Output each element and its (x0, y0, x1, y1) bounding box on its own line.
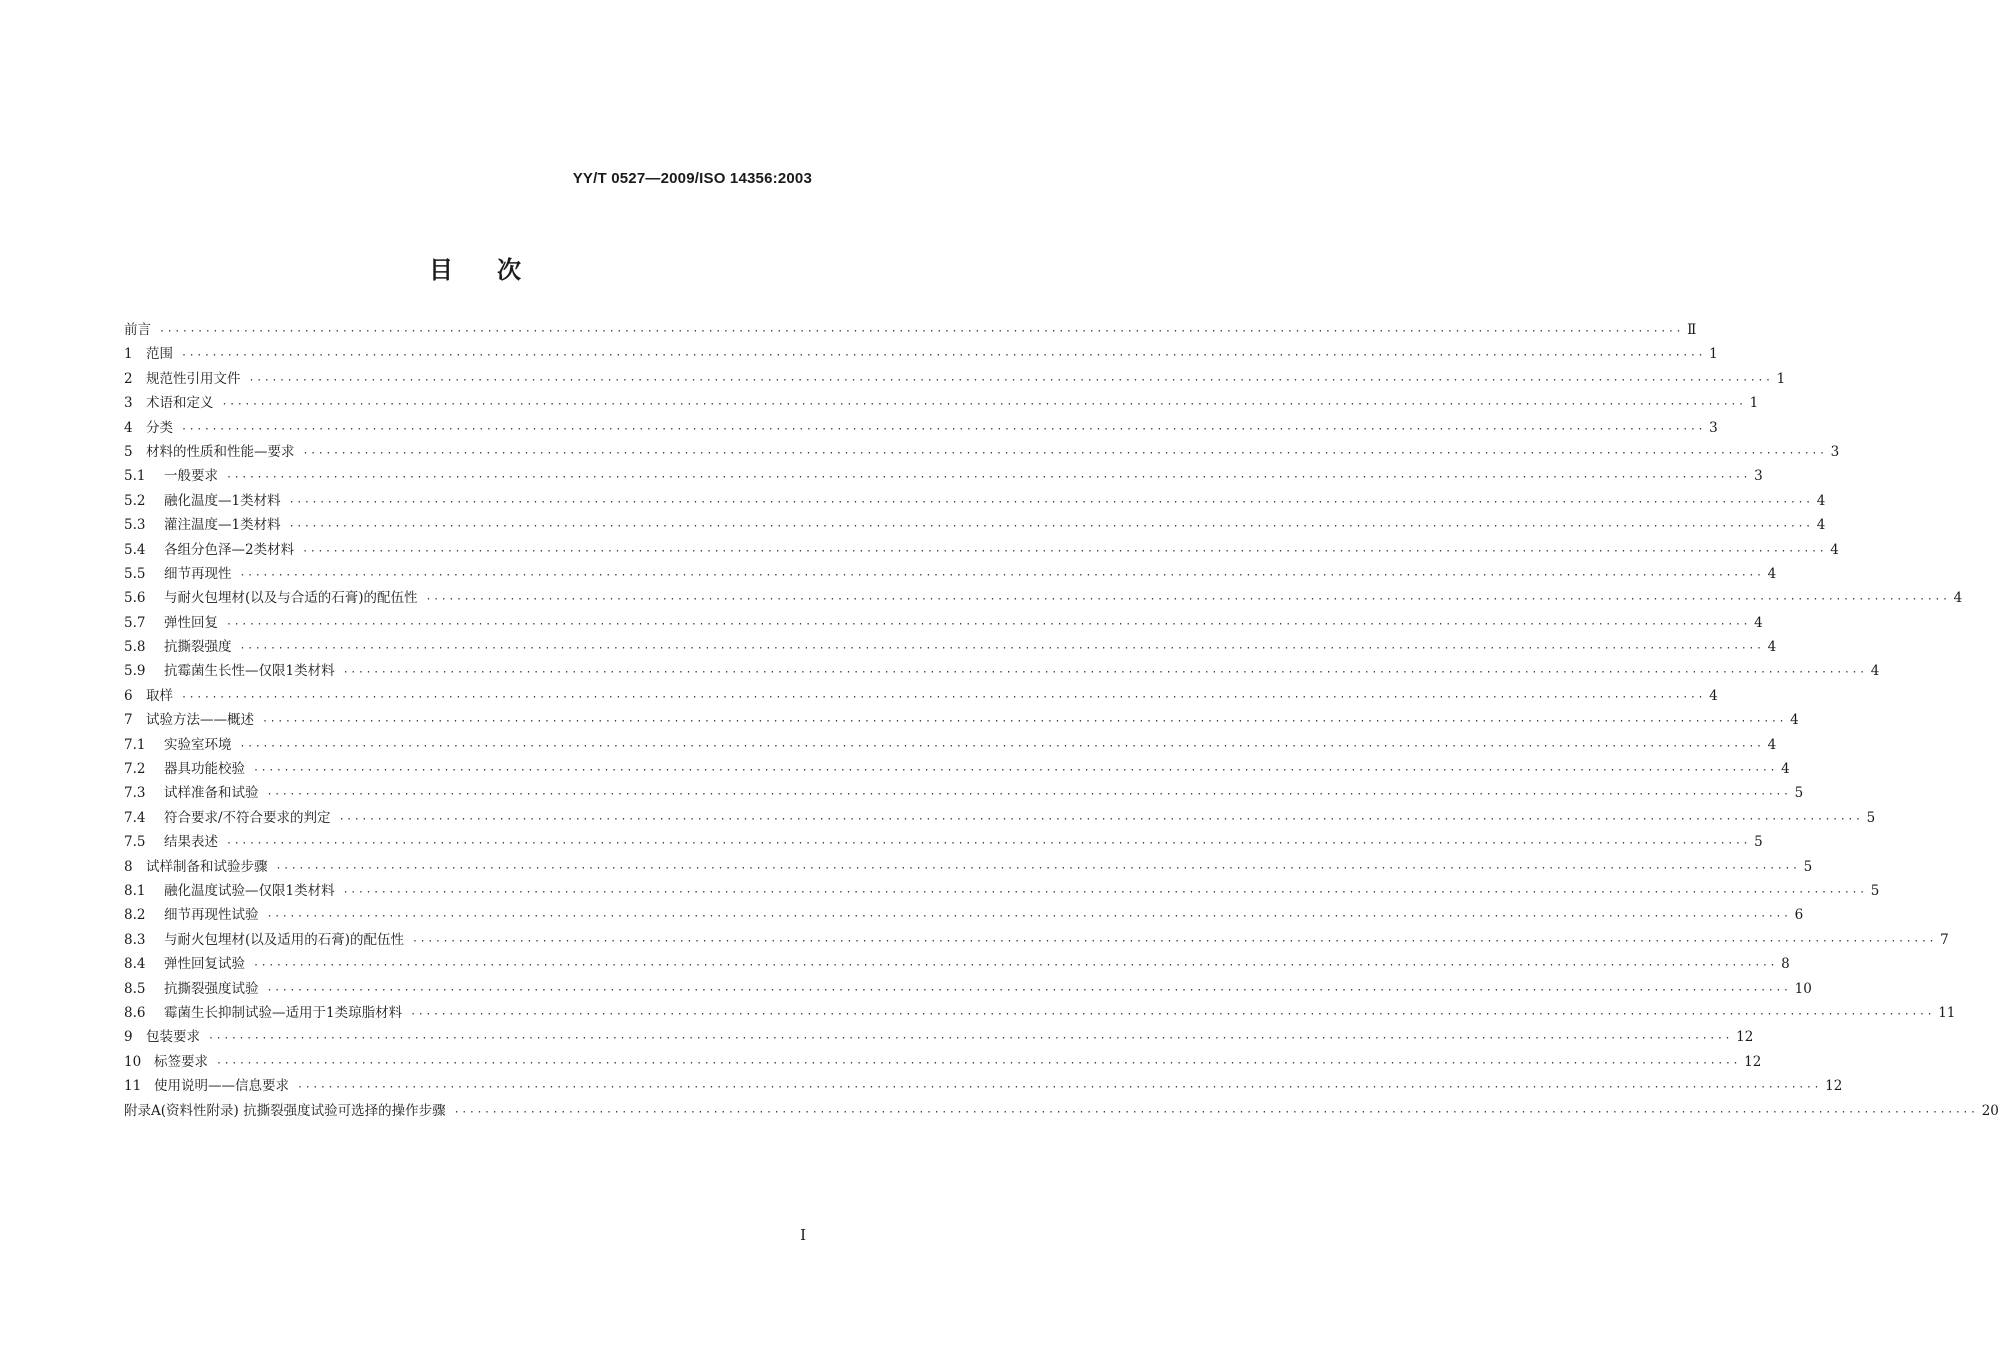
toc-entry-page: 4 (1870, 663, 1880, 680)
toc-entry-page: 4 (1709, 687, 1718, 704)
toc-entry-label: 抗撕裂强度试验 (164, 980, 259, 997)
toc-entry[interactable] (124, 416, 1718, 440)
toc-entry-page: 1 (1776, 370, 1786, 387)
toc-entry-page: 7 (1940, 931, 1949, 948)
toc-entry[interactable] (124, 781, 1804, 805)
toc-entry[interactable] (124, 830, 1763, 854)
dot-leader: ········································································································································································································ (239, 569, 1764, 581)
toc-entry[interactable] (124, 903, 1804, 927)
toc-entry-number: 10 (124, 1053, 142, 1070)
toc-entry-label: 霉菌生长抑制试验—适用于1类琼脂材料 (164, 1004, 403, 1021)
toc-entry-number: 4 (124, 419, 133, 436)
toc-entry-number: 8.1 (124, 882, 146, 899)
toc-entry[interactable] (124, 586, 1963, 610)
dot-leader: ········································································································································································································ (266, 789, 1791, 801)
dot-leader: ········································································································································································································ (342, 667, 1867, 679)
toc-entry-page: 4 (1767, 565, 1777, 582)
toc-entry[interactable] (124, 733, 1777, 757)
toc-entry-page: 4 (1953, 590, 1963, 607)
toc-entry-page: 5 (1794, 785, 1804, 802)
toc-entry-label: 弹性回复 (164, 614, 218, 631)
toc-entry[interactable] (124, 928, 1949, 952)
toc-entry-number: 2 (124, 370, 133, 387)
toc-entry-number: 5.6 (124, 590, 146, 607)
toc-entry-number: 5.7 (124, 614, 146, 631)
dot-leader: ········································································································································································································ (288, 521, 1813, 533)
toc-entry[interactable] (124, 367, 1786, 391)
title-char-1: 目 (429, 256, 453, 284)
dot-leader: ········································································································································································································ (302, 545, 1827, 557)
toc-entry-label: 弹性回复试验 (164, 956, 245, 973)
toc-entry-label: 融化温度试验—仅限1类材料 (164, 882, 335, 899)
dot-leader: ········································································································································································································ (342, 886, 1867, 898)
toc-entry-number: 5 (124, 443, 133, 460)
toc-entry-number: 5.9 (124, 663, 146, 680)
toc-entry-number: 5.5 (124, 565, 146, 582)
toc-entry-label: 灌注温度—1类材料 (164, 517, 281, 534)
toc-entry-number: 8.3 (124, 931, 146, 948)
dot-leader: ········································································································································································································ (216, 1057, 1741, 1069)
toc-entry-label: 材料的性质和性能—要求 (146, 443, 295, 460)
toc-entry-number: 7.3 (124, 785, 146, 802)
dot-leader: ········································································································································································································ (239, 643, 1764, 655)
toc-entry[interactable] (124, 440, 1840, 464)
toc-entry-page: 4 (1781, 761, 1790, 778)
page-title (0, 250, 950, 285)
toc-entry-page: 5 (1866, 809, 1876, 826)
toc-entry-page: 3 (1754, 468, 1763, 485)
toc-entry-label: 一般要求 (164, 468, 218, 485)
toc-entry-page: 4 (1830, 541, 1839, 558)
toc-entry-label: 器具功能校验 (164, 761, 245, 778)
toc-entry-label: 分类 (146, 419, 173, 436)
dot-leader: ········································································································································································································ (338, 813, 1863, 825)
dot-leader: ········································································································································································································ (302, 447, 1827, 459)
dot-leader: ········································································································································································································ (266, 911, 1791, 923)
toc-entry-label: 细节再现性 (164, 565, 232, 582)
toc-entry-page: 20 (1981, 1102, 1999, 1119)
toc-entry[interactable] (124, 977, 1812, 1001)
toc-entry-label: 标签要求 (154, 1053, 208, 1070)
toc-entry-page: 12 (1744, 1053, 1762, 1070)
toc-entry-page: 10 (1794, 980, 1812, 997)
toc-entry-number: 6 (124, 687, 133, 704)
dot-leader: ········································································································································································································ (453, 1106, 1978, 1118)
toc-entry-label: 前言 (124, 322, 151, 338)
toc-entry-label: 实验室环境 (164, 736, 232, 753)
dot-leader: ········································································································································································································ (226, 618, 1751, 630)
dot-leader: ········································································································································································································ (226, 472, 1751, 484)
toc-entry-page: 1 (1709, 346, 1718, 363)
toc-entry-number: 5.2 (124, 492, 146, 509)
toc-entry-page: 5 (1803, 858, 1813, 875)
toc-entry-page: 4 (1767, 639, 1777, 656)
toc-entry-page: 4 (1790, 712, 1799, 729)
dot-leader: ········································································································································································································ (266, 984, 1791, 996)
toc-entry[interactable] (124, 635, 1777, 659)
toc-entry[interactable] (124, 1050, 1762, 1074)
toc-entry-label: 附录A(资料性附录) 抗撕裂强度试验可选择的操作步骤 (124, 1102, 446, 1119)
toc-entry-label: 试样准备和试验 (164, 785, 259, 802)
toc-entry-page: 11 (1938, 1004, 1956, 1021)
toc-entry[interactable] (124, 318, 1697, 342)
toc-entry-page: 12 (1736, 1029, 1754, 1046)
toc-entry-label: 各组分色泽—2类材料 (164, 541, 295, 558)
toc-entry-page: 1 (1749, 395, 1759, 412)
toc-entry[interactable] (124, 562, 1777, 586)
toc-entry[interactable] (124, 757, 1790, 781)
page-number: I (800, 1226, 806, 1244)
toc-entry[interactable] (124, 611, 1763, 635)
toc-entry[interactable] (124, 708, 1799, 732)
toc-entry-page: 5 (1754, 834, 1763, 851)
toc-entry-number: 5.4 (124, 541, 146, 558)
dot-leader: ········································································································································································································ (181, 691, 1706, 703)
toc-entry-number: 9 (124, 1029, 133, 1046)
toc-entry[interactable] (124, 952, 1790, 976)
toc-entry-number: 7.4 (124, 809, 146, 826)
dot-leader: ········································································································································································································ (253, 960, 1778, 972)
toc-entry-label: 融化温度—1类材料 (164, 492, 281, 509)
toc-entry-number: 8.2 (124, 907, 146, 924)
toc-entry-page: 6 (1794, 907, 1804, 924)
toc-entry-page: 4 (1816, 517, 1826, 534)
toc-entry-number: 5.3 (124, 517, 146, 534)
toc-entry-number: 5.1 (124, 468, 146, 485)
dot-leader: ········································································································································································································ (412, 935, 1937, 947)
toc-entry[interactable] (124, 684, 1718, 708)
toc-entry-label: 使用说明——信息要求 (154, 1078, 289, 1095)
toc-entry-label: 符合要求/不符合要求的判定 (164, 809, 331, 826)
toc-entry[interactable] (124, 806, 1876, 830)
dot-leader: ········································································································································································································ (248, 374, 1773, 386)
toc-entry-label: 试样制备和试验步骤 (146, 858, 268, 875)
toc-entry[interactable] (124, 464, 1763, 488)
toc-entry[interactable] (124, 1025, 1754, 1049)
dot-leader: ········································································································································································································ (239, 740, 1764, 752)
toc-entry-number: 8.4 (124, 956, 146, 973)
toc-entry-page: 3 (1830, 443, 1840, 460)
dot-leader: ········································································································································································································ (410, 1008, 1935, 1020)
dot-leader: ········································································································································································································ (297, 1082, 1822, 1094)
toc-entry-page: 5 (1870, 882, 1880, 899)
toc-entry[interactable] (124, 855, 1813, 879)
toc-entry-number: 5.8 (124, 639, 146, 656)
toc-entry-page: 3 (1709, 419, 1718, 436)
dot-leader: ········································································································································································································ (221, 399, 1746, 411)
toc-entry-page: Ⅱ (1687, 322, 1697, 338)
toc-entry[interactable] (124, 391, 1759, 415)
toc-entry-number: 8.6 (124, 1004, 146, 1021)
title-char-2: 次 (497, 256, 521, 284)
dot-leader: ········································································································································································································ (288, 496, 1813, 508)
toc-entry-number: 1 (124, 346, 133, 363)
toc-entry-label: 与耐火包埋材(以及适用的石膏)的配伍性 (164, 931, 405, 948)
toc-entry[interactable] (124, 513, 1826, 537)
table-of-contents (124, 318, 1999, 1123)
toc-entry-number: 7.1 (124, 736, 146, 753)
toc-entry-page: 4 (1816, 492, 1826, 509)
toc-entry-label: 包装要求 (146, 1029, 200, 1046)
toc-entry-label: 规范性引用文件 (146, 370, 241, 387)
toc-entry[interactable] (124, 1001, 1956, 1025)
toc-entry[interactable] (124, 342, 1718, 366)
toc-entry-page: 4 (1754, 614, 1763, 631)
toc-entry[interactable] (124, 659, 1880, 683)
toc-entry-number: 7 (124, 712, 133, 729)
toc-entry-label: 试验方法——概述 (146, 712, 254, 729)
toc-entry-page: 8 (1781, 956, 1790, 973)
toc-entry-number: 7.2 (124, 761, 146, 778)
dot-leader: ········································································································································································································ (159, 326, 1684, 337)
dot-leader: ········································································································································································································ (181, 350, 1706, 362)
toc-entry-number: 3 (124, 395, 133, 412)
toc-entry[interactable] (124, 879, 1880, 903)
toc-entry-number: 7.5 (124, 834, 146, 851)
toc-entry[interactable] (124, 489, 1826, 513)
dot-leader: ········································································································································································································ (262, 716, 1787, 728)
dot-leader: ········································································································································································································ (253, 765, 1778, 777)
toc-entry-page: 4 (1767, 736, 1777, 753)
toc-entry-label: 与耐火包埋材(以及与合适的石膏)的配伍性 (164, 590, 418, 607)
dot-leader: ········································································································································································································ (181, 423, 1706, 435)
dot-leader: ········································································································································································································ (226, 838, 1751, 850)
toc-entry-label: 范围 (146, 346, 173, 363)
toc-entry-label: 抗撕裂强度 (164, 639, 232, 656)
toc-entry-label: 抗霉菌生长性—仅限1类材料 (164, 663, 335, 680)
toc-entry-number: 8 (124, 858, 133, 875)
standard-code: YY/T 0527—2009/ISO 14356:2003 (572, 170, 812, 187)
toc-entry-label: 取样 (146, 687, 173, 704)
toc-entry-label: 术语和定义 (146, 395, 214, 412)
toc-entry-label: 细节再现性试验 (164, 907, 259, 924)
dot-leader: ········································································································································································································ (208, 1033, 1733, 1045)
toc-entry[interactable] (124, 538, 1839, 562)
toc-entry-number: 8.5 (124, 980, 146, 997)
dot-leader: ········································································································································································································ (425, 594, 1950, 606)
toc-entry-number: 11 (124, 1078, 142, 1095)
toc-entry[interactable] (124, 1099, 1999, 1123)
toc-entry-page: 12 (1825, 1078, 1843, 1095)
dot-leader: ········································································································································································································ (275, 862, 1800, 874)
toc-entry-label: 结果表述 (164, 834, 218, 851)
toc-entry[interactable] (124, 1074, 1843, 1098)
